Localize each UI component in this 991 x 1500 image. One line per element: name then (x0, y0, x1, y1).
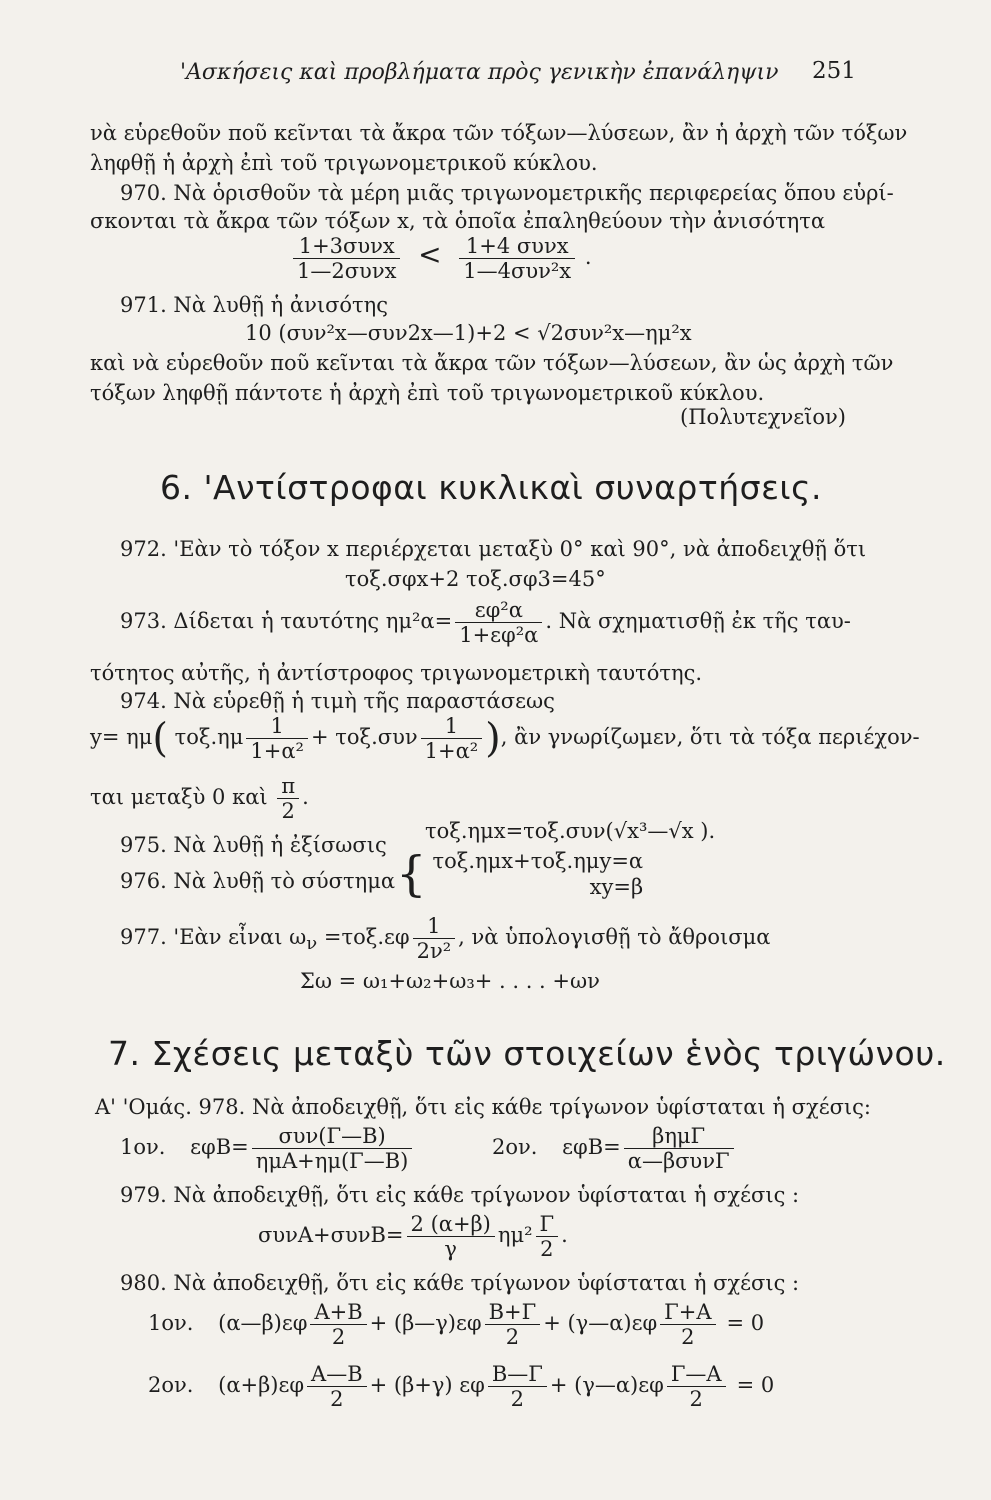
period: . (561, 1223, 568, 1247)
denominator: 1—2συνx (297, 259, 397, 283)
numerator: συν(Γ—Β) (252, 1124, 413, 1149)
exercise-970-line-1: 970. Νὰ ὁρισθοῦν τὰ μέρη μιᾶς τριγωνομετρικῆς περιφερείας ὅπου εὑρί- (120, 181, 894, 205)
exercise-977-eq: =τοξ.εφ (317, 925, 410, 949)
exercise-979-line-1: 979. Νὰ ἀποδειχθῇ, ὅτι εἰς κάθε τρίγωνον ὑφίσταται ἡ σχέσις : (120, 1183, 800, 1207)
denominator: 2 (540, 1237, 554, 1261)
exercise-971-line-2: καὶ νὰ εὑρεθοῦν ποῦ κεῖνται τὰ ἄκρα τῶν τόξων—λύσεων, ἂν ὡς ἀρχὴ τῶν (90, 351, 894, 375)
term-1: (α+β)εφ (218, 1373, 305, 1397)
numerator: 1+3συνx (293, 234, 400, 259)
exercise-976-label: 976. Νὰ λυθῇ τὸ σύστημα (120, 869, 396, 893)
exercise-974-line-1: 974. Νὰ εὑρεθῇ ἡ τιμὴ τῆς παραστάσεως (120, 689, 555, 713)
fraction (667, 1362, 726, 1411)
fraction (536, 1212, 559, 1261)
equation-2: xy=β (589, 875, 644, 899)
denominator: γ (444, 1237, 457, 1261)
exercise-979-formula (258, 1212, 568, 1261)
numerator: βημΓ (624, 1124, 734, 1149)
numerator: Α+Β (310, 1300, 366, 1325)
denominator: 2 (330, 1387, 344, 1411)
numerator: 1 (413, 914, 456, 939)
formula-tail: , ἂν γνωρίζωμεν, ὅτι τὰ τόξα περιέχον- (500, 725, 920, 749)
denominator: 1+α² (424, 739, 479, 763)
formula-term-1: τοξ.ημ (174, 725, 244, 749)
fraction (624, 1124, 734, 1173)
numerator: εφ²α (455, 598, 542, 623)
section-6-title: 6. 'Αντίστροφαι κυκλικαὶ συναρτήσεις. (160, 468, 822, 507)
numerator: 2 (α+β) (407, 1212, 495, 1237)
item-label: 1ον. (120, 1135, 166, 1159)
fraction (488, 1362, 547, 1411)
numerator: 1+4 συνx (459, 234, 575, 259)
numerator: Γ (536, 1212, 559, 1237)
fraction (307, 1362, 367, 1411)
exercise-972-formula: τοξ.σφx+2 τοξ.σφ3=45° (345, 567, 606, 591)
equals-zero: = 0 (726, 1311, 765, 1335)
exercise-970-inequality (290, 234, 592, 283)
denominator: 2 (689, 1387, 703, 1411)
fraction (660, 1300, 715, 1349)
item-label: 1ον. (148, 1311, 194, 1335)
numerator: π (277, 774, 299, 799)
fraction (455, 598, 542, 647)
denominator: 2 (505, 1325, 520, 1349)
exercise-973-line-1 (120, 598, 851, 647)
exercise-980-line-1: 980. Νὰ ἀποδειχθῇ, ὅτι εἰς κάθε τρίγωνον ὑφίσταται ἡ σχέσις : (120, 1271, 800, 1295)
exercise-977-prefix: 977. 'Εὰν εἶναι ω (120, 925, 307, 949)
exercise-974-formula (90, 714, 920, 763)
exercise-973-suffix: . Νὰ σχηματισθῇ ἐκ τῆς ταυ- (545, 609, 851, 633)
exercise-972-line-1: 972. 'Εὰν τὸ τόξον x περιέρχεται μεταξὺ 0° καὶ 90°, νὰ ἀποδειχθῇ ὅτι (120, 537, 867, 561)
denominator: 2 (331, 1325, 346, 1349)
fraction (459, 234, 575, 283)
numerator: Β+Γ (485, 1300, 541, 1325)
term-3: + (γ—α)εφ (543, 1311, 658, 1335)
item-label: 2ον. (148, 1373, 194, 1397)
numerator: Α—Β (307, 1362, 367, 1387)
numerator: Γ—Α (667, 1362, 726, 1387)
item-label: 2ον. (492, 1135, 538, 1159)
denominator: 2 (681, 1325, 695, 1349)
fraction (310, 1300, 366, 1349)
exercise-975-label: 975. Νὰ λυθῇ ἡ ἐξίσωσις (120, 833, 387, 857)
numerator: Β—Γ (488, 1362, 547, 1387)
fraction (407, 1212, 495, 1261)
running-header: 'Ασκήσεις καὶ προβλήματα πρὸς γενικὴν ἐπανάληψιν (180, 60, 779, 85)
right-paren: ) (485, 715, 501, 762)
exercise-974-line-3 (90, 774, 309, 823)
intro-line-2: ληφθῇ ἡ ἀρχὴ ἐπὶ τοῦ τριγωνομετρικοῦ κύκλου. (90, 151, 598, 175)
denominator: 2 (510, 1387, 525, 1411)
fraction (413, 914, 456, 963)
denominator: ημΑ+ημ(Γ—Β) (255, 1149, 409, 1173)
exercise-971-line-3: τόξων ληφθῇ πάντοτε ἡ ἀρχὴ ἐπὶ τοῦ τριγωνομετρικοῦ κύκλου. (90, 381, 765, 405)
numerator: 1 (421, 714, 483, 739)
exercise-977-suffix: , νὰ ὑπολογισθῇ τὸ ἄθροισμα (458, 925, 771, 949)
less-than: < (418, 238, 442, 271)
formula-term-2: + τοξ.συν (310, 725, 418, 749)
fraction (246, 714, 308, 763)
term-2: + (β+γ) εφ (369, 1373, 485, 1397)
left-paren: ( (152, 715, 168, 762)
denominator: 1+εφ²α (459, 623, 539, 647)
fraction (293, 234, 400, 283)
term-3: + (γ—α)εφ (549, 1373, 664, 1397)
exercise-975-formula: τοξ.ημx=τοξ.συν(√x³—√x ). (425, 819, 716, 843)
exercise-980-row-1 (148, 1300, 764, 1349)
denominator: 1—4συν²x (463, 259, 572, 283)
exercise-971-formula: 10 (συν²x—συν2x—1)+2 < √2συν²x—ημ²x (245, 321, 692, 345)
page-number: 251 (812, 58, 856, 84)
exercise-978-formula-2 (492, 1124, 737, 1173)
exercise-978-formula-1 (120, 1124, 415, 1173)
line-text: ται μεταξὺ 0 καὶ (90, 785, 268, 809)
numerator: 1 (246, 714, 308, 739)
left-brace: { (396, 846, 427, 902)
exercise-971-line-1: 971. Νὰ λυθῇ ἡ ἀνισότης (120, 293, 389, 317)
denominator: 2ν² (416, 939, 452, 963)
exercise-980-row-2 (148, 1362, 774, 1411)
formula-lhs: εφΒ= (562, 1135, 621, 1159)
equation-1: τοξ.ημx+τοξ.ημy=α (432, 849, 644, 873)
exercise-973-line-2: τότητος αὐτῆς, ἡ ἀντίστροφος τριγωνομετρικὴ ταυτότης. (90, 661, 703, 685)
subscript: ν (306, 933, 318, 955)
exercise-976-system (396, 848, 643, 900)
period: . (584, 245, 592, 269)
exercise-973-prefix: 973. Δίδεται ἡ ταυτότης ημ²α= (120, 609, 453, 633)
term-2: + (β—γ)εφ (369, 1311, 482, 1335)
section-7-title: 7. Σχέσεις μεταξὺ τῶν στοιχείων ἑνὸς τριγώνου. (108, 1034, 946, 1073)
fraction (421, 714, 483, 763)
exercise-970-line-2: σκονται τὰ ἄκρα τῶν τόξων x, τὰ ὁποῖα ἐπαληθεύουν τὴν ἀνισότητα (90, 209, 826, 233)
exercise-971-source: (Πολυτεχνεῖον) (680, 405, 846, 429)
equals-zero: = 0 (736, 1373, 775, 1397)
equation-system (433, 848, 644, 900)
denominator: α—βσυνΓ (627, 1149, 730, 1173)
formula-lhs: εφΒ= (190, 1135, 249, 1159)
formula-lhs: συνΑ+συνΒ= (258, 1223, 404, 1247)
exercise-977-line-1 (120, 914, 770, 963)
denominator: 1+α² (250, 739, 304, 763)
formula-mid: ημ² (497, 1223, 533, 1247)
exercise-978-line-1: Α' 'Ομάς. 978. Νὰ ἀποδειχθῇ, ὅτι εἰς κάθε τρίγωνον ὑφίσταται ἡ σχέσις: (95, 1095, 871, 1119)
period: . (302, 785, 309, 809)
fraction (485, 1300, 541, 1349)
formula-lead: y= ημ (90, 725, 153, 749)
fraction (277, 774, 299, 823)
exercise-977-sum: Σω = ω₁+ω₂+ω₃+ . . . . +ων (300, 969, 600, 993)
term-1: (α—β)εφ (218, 1311, 308, 1335)
denominator: 2 (281, 799, 295, 823)
fraction (252, 1124, 413, 1173)
numerator: Γ+Α (660, 1300, 715, 1325)
intro-line-1: νὰ εὑρεθοῦν ποῦ κεῖνται τὰ ἄκρα τῶν τόξων—λύσεων, ἂν ἡ ἀρχὴ τῶν τόξων (90, 121, 908, 145)
